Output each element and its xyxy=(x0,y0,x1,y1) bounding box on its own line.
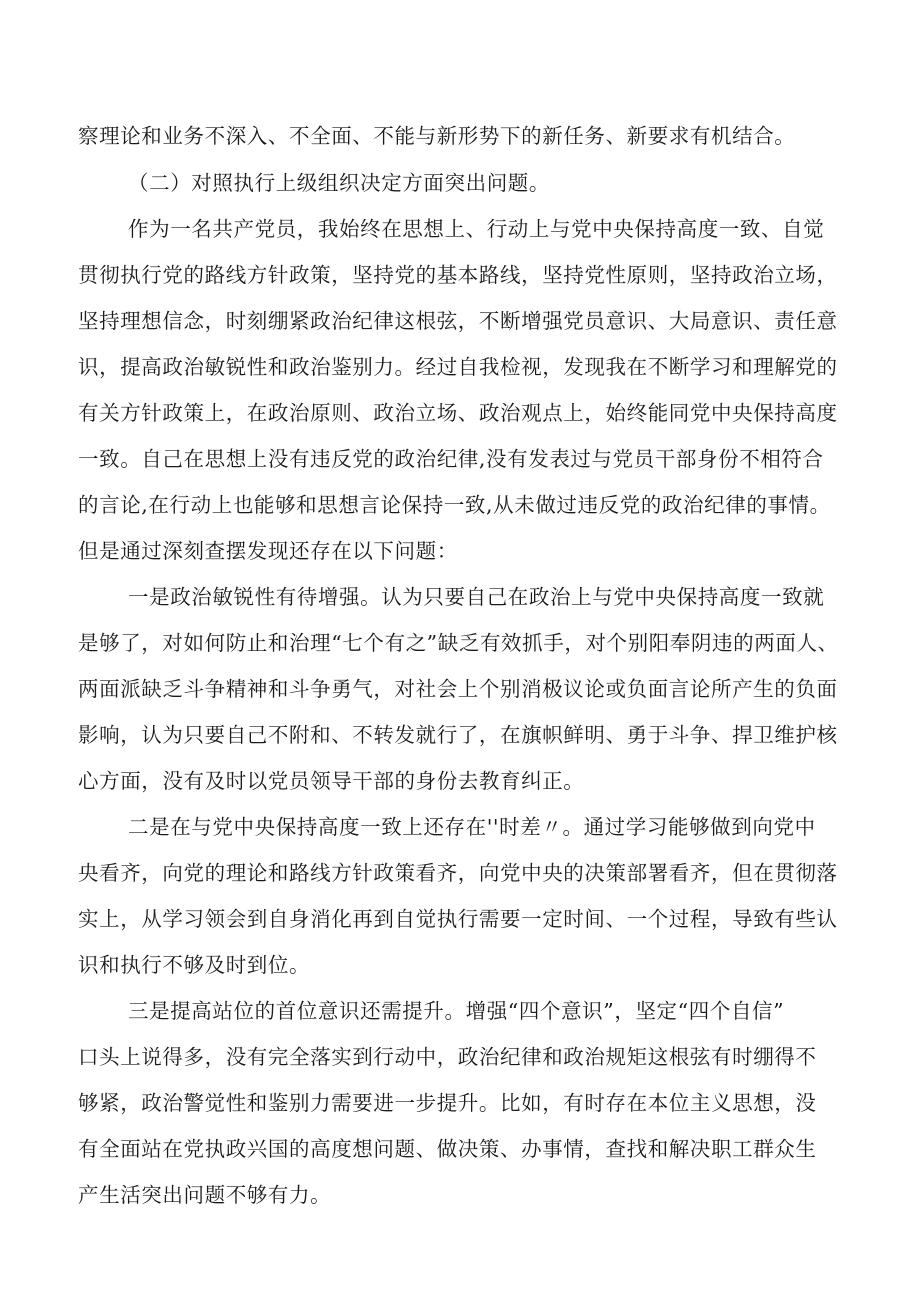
text-line: 贯彻执行党的路线方针政策，坚持党的基本路线，坚持党性原则，坚持政治立场， xyxy=(78,263,838,287)
text-line: 识，提高政治敏锐性和政治鉴别力。经过自我检视，发现我在不断学习和理解党的 xyxy=(78,355,838,379)
text-line: 一是政治敏锐性有待增强。认为只要自己在政治上与党中央保持高度一致就 xyxy=(128,585,825,609)
text-line: 有全面站在党执政兴国的高度想问题、做决策、办事情，查找和解决职工群众生 xyxy=(78,1137,817,1161)
text-line: 两面派缺乏斗争精神和斗争勇气，对社会上个别消极议论或负面言论所产生的负面 xyxy=(78,677,838,701)
text-line: 一致。自己在思想上没有违反党的政治纪律,没有发表过与党员干部身份不相符合 xyxy=(78,447,824,471)
text-line: 是够了，对如何防止和治理“七个有之”缺乏有效抓手，对个别阳奉阴违的两面人、 xyxy=(78,631,839,655)
text-line: 三是提高站位的首位意识还需提升。增强“四个意识”，坚定“四个自信” xyxy=(128,999,785,1023)
text-line: 但是通过深刻查摆发现还存在以下问题： xyxy=(78,539,458,563)
text-line: 影响，认为只要自己不附和、不转发就行了，在旗帜鲜明、勇于斗争、捍卫维护核 xyxy=(78,723,838,747)
text-line: 产生活突出问题不够有力。 xyxy=(78,1183,332,1207)
text-line: 察理论和业务不深入、不全面、不能与新形势下的新任务、新要求有机结合。 xyxy=(78,124,796,148)
text-line: 有关方针政策上，在政治原则、政治立场、政治观点上，始终能同党中央保持高度 xyxy=(78,401,838,425)
text-line: 心方面，没有及时以党员领导干部的身份去教育纠正。 xyxy=(78,769,585,793)
text-line: 作为一名共产党员，我始终在思想上、行动上与党中央保持高度一致、自觉 xyxy=(128,217,825,241)
text-line: 二是在与党中央保持高度一致上还存在''时差〃。通过学习能够做到向党中 xyxy=(128,815,816,839)
text-line: 的言论,在行动上也能够和思想言论保持一致,从未做过违反党的政治纪律的事情。 xyxy=(78,493,831,517)
text-line: 实上，从学习领会到自身消化再到自觉执行需要一定时间、一个过程，导致有些认 xyxy=(78,907,838,931)
text-line: 够紧，政治警觉性和鉴别力需要进一步提升。比如，有时存在本位主义思想，没 xyxy=(78,1091,817,1115)
text-line: 央看齐，向党的理论和路线方针政策看齐，向党中央的决策部署看齐，但在贯彻落 xyxy=(78,861,838,885)
text-line: 坚持理想信念，时刻绷紧政治纪律这根弦，不断增强党员意识、大局意识、责任意 xyxy=(78,309,838,333)
text-line: 口头上说得多，没有完全落实到行动中，政治纪律和政治规矩这根弦有时绷得不 xyxy=(78,1045,817,1069)
section-heading: （二）对照执行上级组织决定方面突出问题。 xyxy=(128,171,550,195)
text-line: 识和执行不够及时到位。 xyxy=(78,953,311,977)
